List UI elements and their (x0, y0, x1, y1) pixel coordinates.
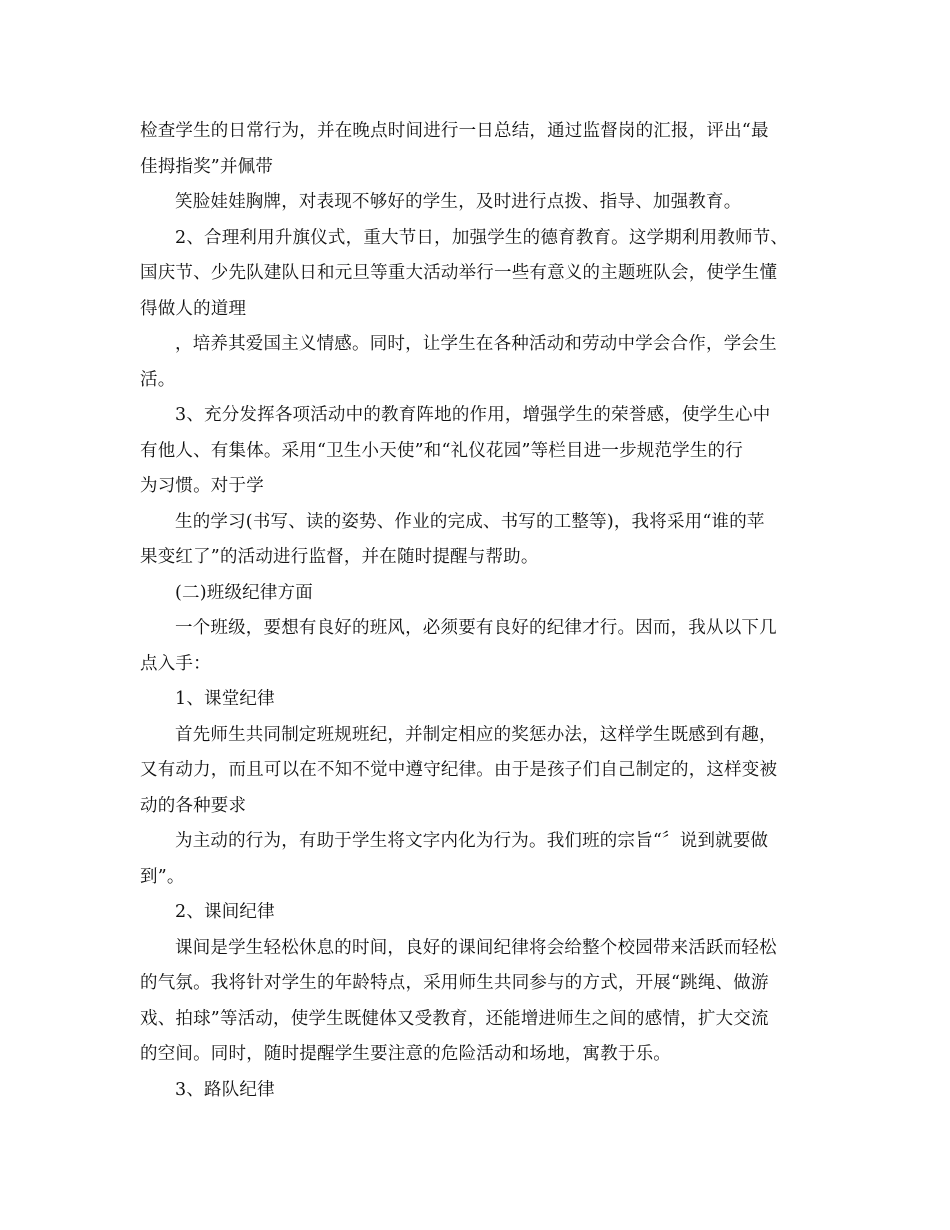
text-line: 佳拇指奖”并佩带 (140, 156, 274, 177)
text-line: 3、充分发挥各项活动中的教育阵地的作用，增强学生的荣誉感，使学生心中 (175, 405, 771, 425)
text-line: 有他人、有集体。采用“卫生小天使”和“礼仪花园”等栏目进一步规范学生的行 (140, 440, 743, 461)
text-line: 得做人的道理 (140, 298, 247, 319)
text-line: 又有动力，而且可以在不知不觉中遵守纪律。由于是孩子们自己制定的，这样变被 (140, 760, 778, 780)
text-line: 到”。 (140, 866, 185, 887)
text-line: 果变红了”的活动进行监督，并在随时提醒与帮助。 (140, 547, 539, 567)
text-line: 笑脸娃娃胸牌，对表现不够好的学生，及时进行点拨、指导、加强教育。 (175, 192, 742, 212)
text-line: 为主动的行为，有助于学生将文字内化为行为。我们班的宗旨“〞说到就要做 (175, 831, 769, 851)
text-line: 为习惯。对于学 (140, 476, 264, 496)
text-line: 首先师生共同制定班规班纪，并制定相应的奖惩办法，这样学生既感到有趣， (175, 724, 777, 745)
text-line: 戏、拍球”等活动，使学生既健体又受教育，还能增进师生之间的感情，扩大交流 (140, 1008, 769, 1029)
text-line: 动的各种要求 (140, 795, 247, 816)
text-line: 检查学生的日常行为，并在晚点时间进行一日总结，通过监督岗的汇报，评出“最 (140, 121, 769, 141)
text-line: 一个班级，要想有良好的班风，必须要有良好的纪律才行。因而，我从以下几 (175, 618, 777, 638)
text-line: 点入手： (140, 653, 211, 674)
text-line: 的气氛。我将针对学生的年龄特点，采用师生共同参与的方式，开展“跳绳、做游 (140, 973, 769, 993)
text-line: 2、合理利用升旗仪式，重大节日，加强学生的德育教育。这学期利用教师节、 (175, 227, 789, 248)
text-line: 生的学习(书写、读的姿势、作业的完成、书写的工整等)，我将采用“谁的苹 (175, 511, 765, 532)
text-line: ，培养其爱国主义情感。同时，让学生在各种活动和劳动中学会合作，学会生 (175, 334, 777, 354)
subsection-heading: 1、课堂纪律 (175, 689, 275, 709)
text-line: 国庆节、少先队建队日和元旦等重大活动举行一些有意义的主题班队会，使学生懂 (140, 263, 778, 283)
section-heading: (二)班级纪律方面 (175, 582, 313, 603)
text-line: 活。 (140, 369, 176, 390)
document-body (140, 114, 820, 1108)
subsection-heading: 3、路队纪律 (175, 1079, 275, 1100)
text-line: 课间是学生轻松休息的时间，良好的课间纪律将会给整个校园带来活跃而轻松 (175, 937, 777, 958)
text-line: 的空间。同时，随时提醒学生要注意的危险活动和场地，寓教于乐。 (140, 1044, 671, 1064)
subsection-heading: 2、课间纪律 (175, 902, 275, 922)
